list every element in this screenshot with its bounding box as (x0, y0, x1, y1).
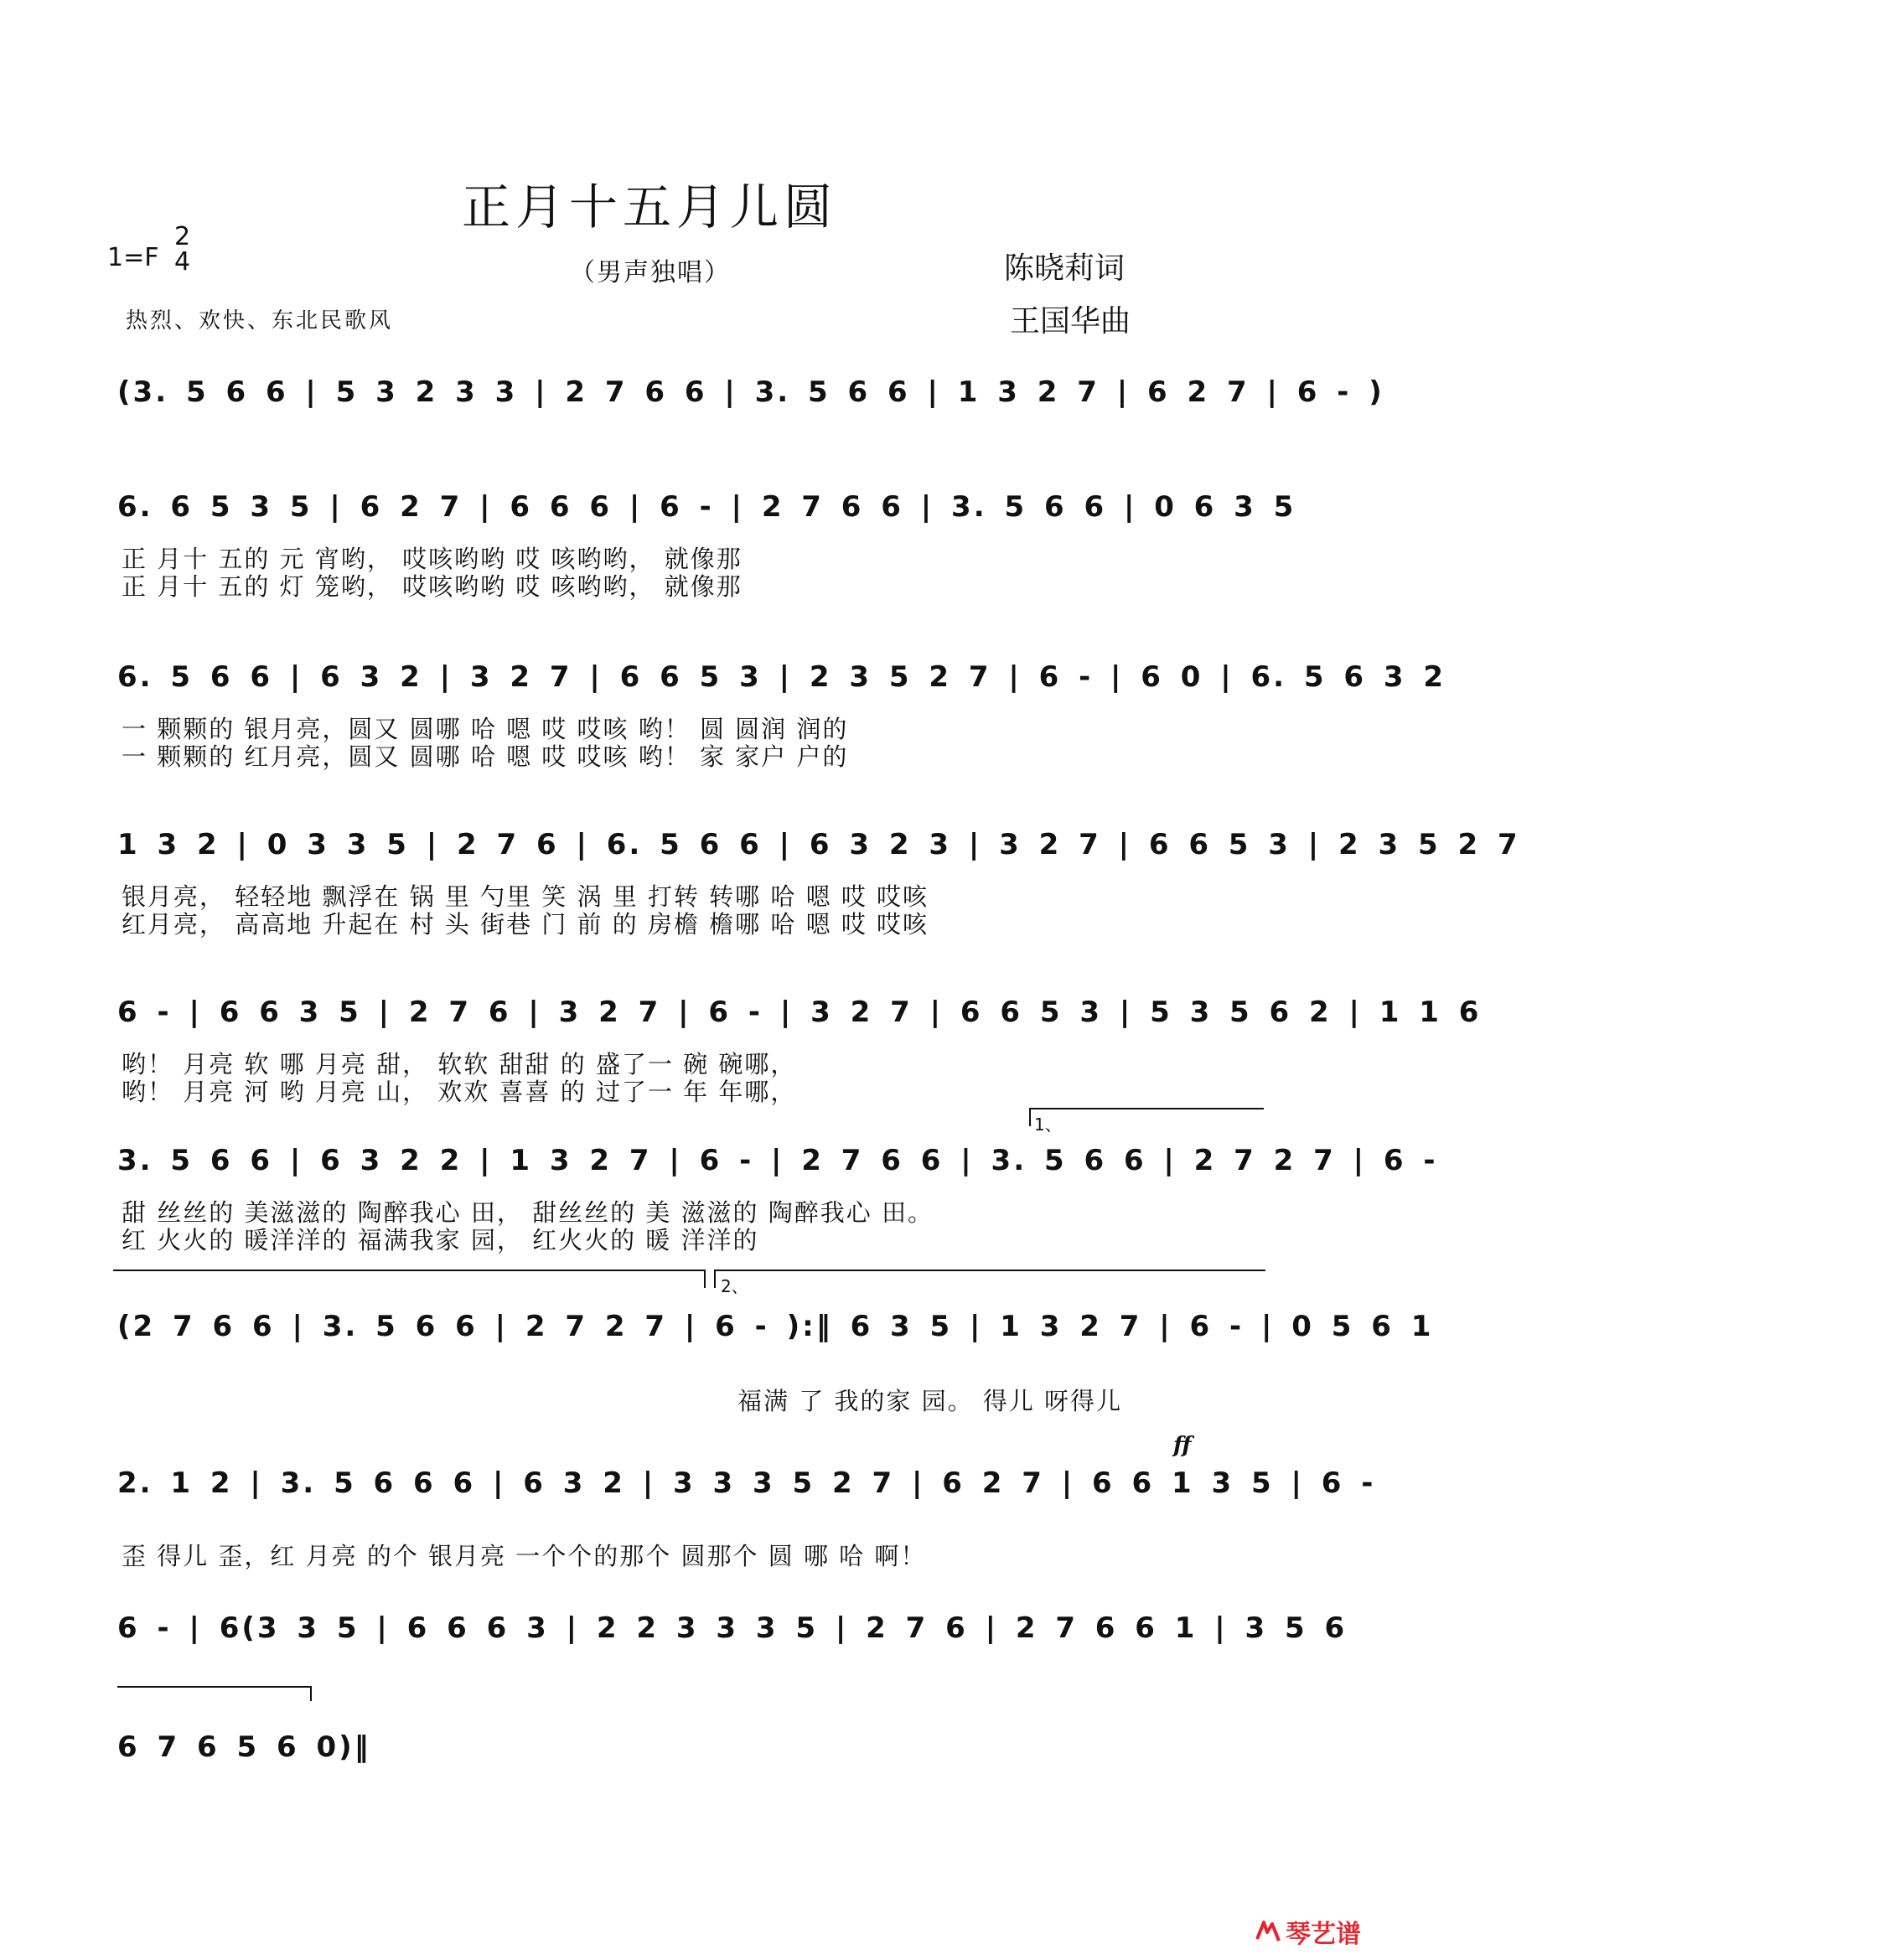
composer-credit: 王国华曲 (1010, 304, 1131, 339)
first-ending-bracket-left (1029, 1108, 1031, 1126)
lyrics-line-2-verse-1: 正 月十 五的 元 宵哟， 哎咳哟哟 哎 咳哟哟， 就像那 (122, 545, 743, 573)
coda-bracket-top (117, 1686, 312, 1688)
notation-line-5: 6 - | 6 6 3 5 | 2 7 6 | 3 2 7 | 6 - | 3 2 7 | 6 6 5 3 | 5 3 5 6 2 | 1 1 6 (117, 996, 1482, 1029)
second-ending-bracket-top (714, 1270, 1265, 1271)
lyrics-line-3-verse-2: 一 颗颗的 红月亮，圆又 圆哪 哈 嗯 哎 哎咳 哟！ 家 家户 户的 (122, 742, 849, 771)
performance-note: （男声独唱） (570, 258, 731, 287)
repeat-divider-end (704, 1270, 706, 1288)
tempo-marking: 热烈、欢快、东北民歌风 (126, 308, 394, 334)
time-signature-top: 2 (174, 222, 191, 251)
qinyipu-logo-icon (1254, 1917, 1282, 1946)
notation-line-7: (2 7 6 6 | 3. 5 6 6 | 2 7 2 7 | 6 - ):‖ 6 3 5 | 1 3 2 7 | 6 - | 0 5 6 1 (117, 1310, 1434, 1343)
coda-bracket-end (310, 1686, 312, 1701)
lyrics-line-7-verse-1: 福满 了 我的家 园。 得儿 呀得儿 (737, 1387, 1123, 1415)
notation-line-10: 6 7 6 5 6 0)‖ (117, 1730, 371, 1764)
second-ending-bracket-left (714, 1270, 716, 1288)
lyrics-line-6-verse-2: 红 火火的 暖洋洋的 福满我家 园， 红火火的 暖 洋洋的 (122, 1226, 759, 1254)
notation-line-6: 3. 5 6 6 | 6 3 2 2 | 1 3 2 7 | 6 - | 2 7 6 6 | 3. 5 6 6 | 2 7 2 7 | 6 - (117, 1144, 1438, 1177)
notation-line-8: 2. 1 2 | 3. 5 6 6 6 | 6 3 2 | 3 3 3 5 2 7 | 6 2 7 | 6 6 1 3 5 | 6 - (117, 1466, 1376, 1500)
first-ending-bracket-top (1029, 1108, 1264, 1109)
time-signature-bottom: 4 (174, 247, 191, 277)
lyrics-line-2-verse-2: 正 月十 五的 灯 笼哟， 哎咳哟哟 哎 咳哟哟， 就像那 (122, 572, 743, 601)
key-signature: 1=F (107, 243, 159, 272)
first-ending-label: 1、 (1034, 1114, 1062, 1135)
time-signature (174, 222, 191, 277)
lyricist-credit: 陈晓莉词 (1004, 251, 1126, 286)
dynamic-ff: ff (1173, 1433, 1192, 1458)
lyrics-line-4-verse-1: 银月亮， 轻轻地 飘浮在 锅 里 勺里 笑 涡 里 打转 转哪 哈 嗯 哎 哎咳 (122, 882, 929, 911)
lyrics-line-5-verse-2: 哟！ 月亮 河 哟 月亮 山， 欢欢 喜喜 的 过了一 年 年哪， (122, 1078, 797, 1106)
watermark-logo (1254, 1913, 1361, 1950)
lyrics-line-4-verse-2: 红月亮， 高高地 升起在 村 头 街巷 门 前 的 房檐 檐哪 哈 嗯 哎 哎咳 (122, 910, 929, 939)
lyrics-line-6-verse-1: 甜 丝丝的 美滋滋的 陶醉我心 田， 甜丝丝的 美 滋滋的 陶醉我心 田。 (122, 1198, 934, 1227)
notation-line-1: (3. 5 6 6 | 5 3 2 3 3 | 2 7 6 6 | 3. 5 6 6 | 1 3 2 7 | 6 2 7 | 6 - ) (117, 375, 1384, 409)
notation-line-3: 6. 5 6 6 | 6 3 2 | 3 2 7 | 6 6 5 3 | 2 3 5 2 7 | 6 - | 6 0 | 6. 5 6 3 2 (117, 660, 1446, 694)
notation-line-2: 6. 6 5 3 5 | 6 2 7 | 6 6 6 | 6 - | 2 7 6 6 | 3. 5 6 6 | 0 6 3 5 (117, 490, 1296, 524)
watermark-text: 琴艺谱 (1286, 1920, 1361, 1949)
lyrics-line-5-verse-1: 哟！ 月亮 软 哪 月亮 甜， 软软 甜甜 的 盛了一 碗 碗哪， (122, 1050, 797, 1078)
lyrics-line-8-verse-1: 歪 得儿 歪，红 月亮 的个 银月亮 一个个的那个 圆那个 圆 哪 哈 啊！ (122, 1542, 927, 1570)
notation-line-9: 6 - | 6(3 3 5 | 6 6 6 3 | 2 2 3 3 3 5 | 2 7 6 | 2 7 6 6 1 | 3 5 6 (117, 1611, 1348, 1645)
page-title: 正月十五月儿圆 (461, 178, 837, 235)
second-ending-label: 2、 (721, 1276, 748, 1296)
lyrics-line-3-verse-1: 一 颗颗的 银月亮，圆又 圆哪 哈 嗯 哎 哎咳 哟！ 圆 圆润 润的 (122, 715, 849, 743)
notation-line-4: 1 3 2 | 0 3 3 5 | 2 7 6 | 6. 5 6 6 | 6 3 2 3 | 3 2 7 | 6 6 5 3 | 2 3 5 2 7 (117, 828, 1520, 861)
repeat-divider (113, 1270, 704, 1271)
